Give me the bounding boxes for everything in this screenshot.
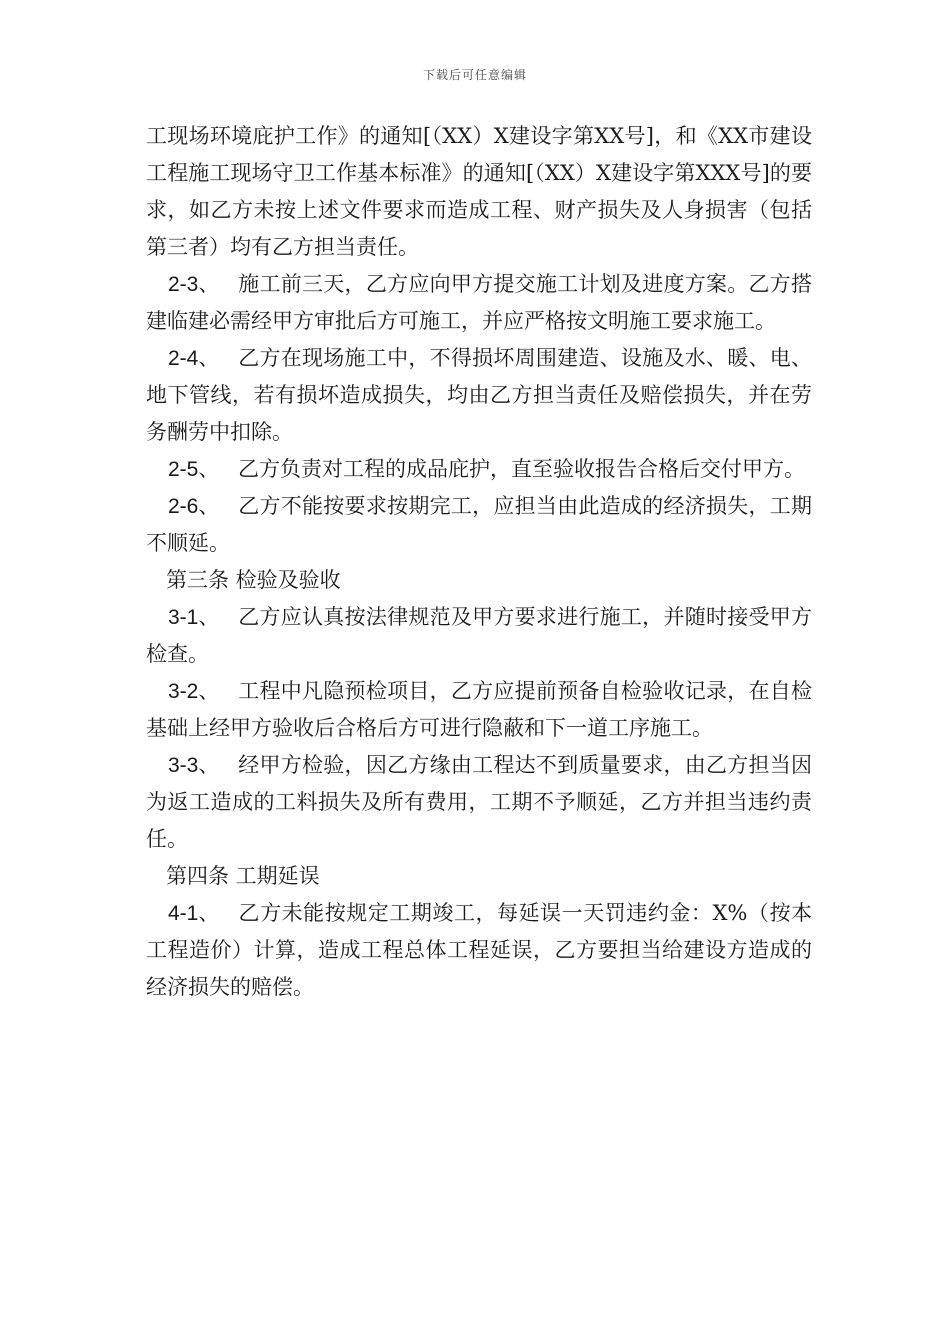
clause-2-4 [146, 340, 812, 451]
document-body [146, 118, 812, 1006]
clause-2-5 [146, 451, 812, 488]
clause-4-1 [146, 895, 812, 1006]
page-header: 下载后可任意编辑 [422, 68, 527, 82]
clause-number: 3-3、 [168, 754, 220, 777]
clause-text: 乙方负责对工程的成品庇护，直至验收报告合格后交付甲方。 [238, 457, 805, 481]
section-heading-3: 第三条 检验及验收 [166, 568, 341, 592]
clause-number: 3-1、 [168, 606, 220, 629]
clause-number: 4-1、 [168, 902, 220, 925]
clause-number: 3-2、 [168, 680, 220, 703]
clause-text: 施工前三天，乙方应向甲方提交施工计划及进度方案。乙方搭建临建必需经甲方审批后方可施工，并应严格按文明施工要求施工。 [146, 272, 812, 333]
section-heading-4: 第四条 工期延误 [166, 864, 320, 888]
clause-text: 乙方应认真按法律规范及甲方要求进行施工，并随时接受甲方检查。 [146, 605, 812, 666]
clause-text: 工程中凡隐预检项目，乙方应提前预备自检验收记录，在自检基础上经甲方验收后合格后方可进行隐蔽和下一道工序施工。 [146, 679, 812, 740]
clause-number: 2-5、 [168, 458, 220, 481]
paragraph-continued [146, 118, 812, 266]
clause-number: 2-4、 [168, 347, 220, 370]
clause-3-3 [146, 747, 812, 858]
clause-2-3 [146, 266, 812, 340]
clause-3-1 [146, 599, 812, 673]
clause-2-6 [146, 488, 812, 562]
clause-text: 经甲方检验，因乙方缘由工程达不到质量要求，由乙方担当因为返工造成的工料损失及所有费用，工期不予顺延，乙方并担当违约责任。 [146, 753, 812, 851]
clause-3-2 [146, 673, 812, 747]
paragraph-text: 工现场环境庇护工作》的通知[（XX）X建设字第XX号]，和《XX市建设工程施工现场守卫工作基本标准》的通知[（XX）X建设字第XXX号]的要求，如乙方未按上述文件要求而造成工程、财产损失及人身损害（包括第三者）均有乙方担当责任。 [146, 124, 812, 259]
clause-text: 乙方未能按规定工期竣工，每延误一天罚违约金：X%（按本工程造价）计算，造成工程总体工程延误，乙方要担当给建设方造成的经济损失的赔偿。 [146, 901, 812, 999]
clause-number: 2-6、 [168, 495, 220, 518]
clause-number: 2-3、 [168, 273, 220, 296]
clause-text: 乙方不能按要求按期完工，应担当由此造成的经济损失，工期不顺延。 [146, 494, 812, 555]
clause-text: 乙方在现场施工中，不得损坏周围建造、设施及水、暖、电、地下管线，若有损坏造成损失，均由乙方担当责任及赔偿损失，并在劳务酬劳中扣除。 [146, 346, 812, 444]
